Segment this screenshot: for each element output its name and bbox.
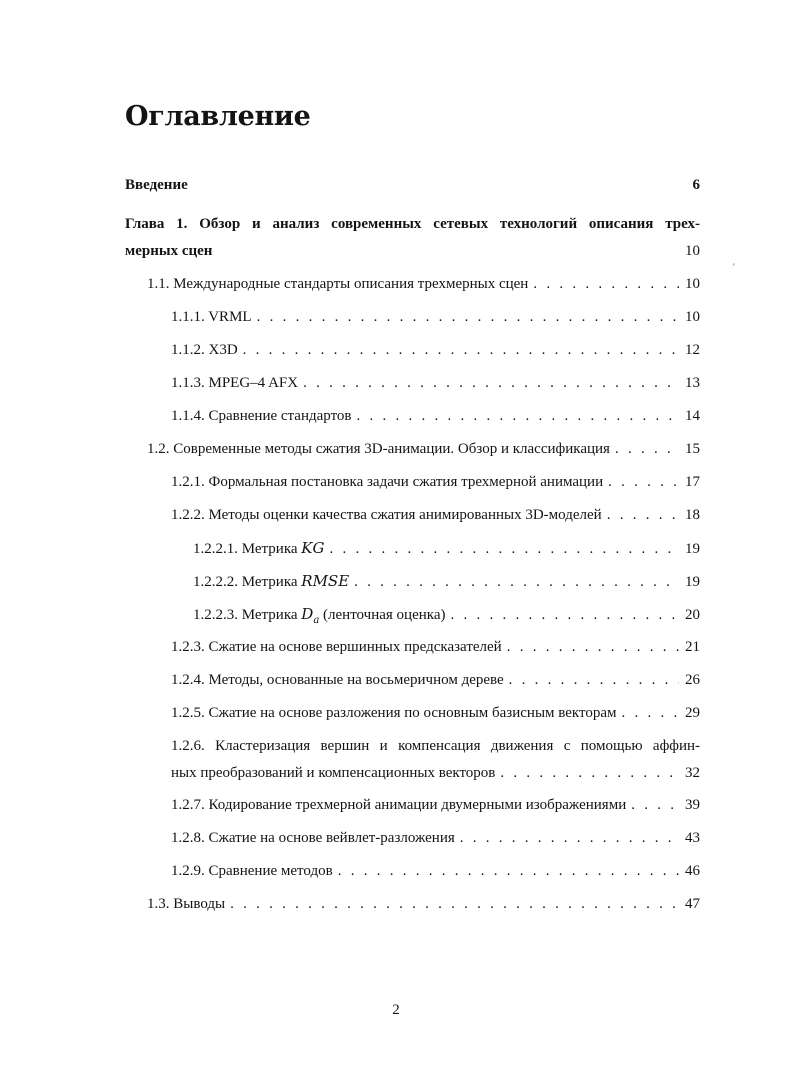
toc-entry-title: 1.2.7. Кодирование трехмерной анимации двумерными изображениями — [171, 797, 627, 813]
toc-entry-1-2-2-1[interactable] — [193, 536, 700, 560]
toc-page-number: 14 — [685, 408, 700, 424]
toc-page-number: 32 — [685, 765, 700, 781]
toc-page-number: 10 — [685, 309, 700, 325]
page-title: Оглавление — [125, 101, 311, 132]
toc-entry-introduction[interactable] — [125, 173, 700, 197]
toc-leader — [329, 537, 679, 561]
toc-entry-1-2[interactable] — [147, 437, 700, 461]
toc-entry-title: 1.1.2. X3D — [171, 342, 238, 358]
toc-entry-title: 1.1.4. Сравнение стандартов — [171, 408, 352, 424]
toc-entry-title-line-1: Глава 1. Обзор и анализ современных сетевых технологий описания трех- — [125, 216, 700, 232]
toc-entry-1-2-2-3[interactable] — [193, 602, 700, 626]
toc-page-number: 6 — [692, 177, 700, 193]
toc-leader — [460, 826, 679, 850]
toc-page-number: 29 — [685, 705, 700, 721]
toc-page-number: 26 — [685, 672, 700, 688]
toc-page-number: 10 — [685, 243, 700, 259]
toc-entry-title — [193, 602, 445, 633]
toc-entry-1-1[interactable] — [147, 272, 700, 296]
toc-entry-title: 1.1.3. MPEG–4 AFX — [171, 375, 299, 391]
toc-page-number: 21 — [685, 639, 700, 655]
math-rmse: RMSE — [301, 572, 350, 590]
toc-page-number: 19 — [685, 574, 700, 590]
toc-page-number: 47 — [685, 896, 700, 912]
toc-leader — [622, 701, 679, 725]
toc-leader — [243, 338, 679, 362]
toc-entry-title-line-2: мерных сцен — [125, 243, 213, 259]
toc-leader — [631, 793, 679, 817]
toc-leader — [507, 635, 679, 659]
toc-page-number: 43 — [685, 830, 700, 846]
toc-leader — [615, 437, 679, 461]
toc-entry-title: 1.2. Современные методы сжатия 3D-анимации. Обзор и классификация — [147, 441, 610, 457]
toc-page-number: 39 — [685, 797, 700, 813]
toc-entry-1-1-4[interactable] — [171, 404, 700, 428]
toc-entry-prefix: 1.2.2.2. Метрика — [193, 574, 302, 590]
toc-entry-1-2-3[interactable] — [171, 635, 700, 659]
toc-page-number: 12 — [685, 342, 700, 358]
toc-page-number: 19 — [685, 541, 700, 557]
toc-entry-1-1-3[interactable] — [171, 371, 700, 395]
toc-entry-1-2-2-2[interactable] — [193, 569, 700, 593]
toc-leader — [500, 761, 679, 785]
toc-entry-title: 1.1.1. VRML — [171, 309, 252, 325]
toc-entry-1-2-5[interactable] — [171, 701, 700, 725]
toc-leader — [357, 404, 679, 428]
toc-page-number: 10 — [685, 276, 700, 292]
math-subscript-a: a — [313, 615, 320, 626]
toc-entry-title-line-2: ных преобразований и компенсационных векторов — [171, 765, 496, 781]
toc-page-number: 18 — [685, 507, 700, 523]
toc-entry-title — [193, 536, 324, 561]
toc-entry-title: 1.2.9. Сравнение методов — [171, 863, 333, 879]
toc-entry-title — [193, 569, 349, 594]
toc-entry-title: Введение — [125, 177, 188, 193]
toc-entry-title: 1.2.4. Методы, основанные на восьмеричном дереве — [171, 672, 504, 688]
toc-page-number: 15 — [685, 441, 700, 457]
toc-entry-1-3[interactable] — [147, 892, 700, 916]
toc-entry-1-2-4[interactable] — [171, 668, 700, 692]
toc-entry-1-1-1[interactable] — [171, 305, 700, 329]
toc-page-number: 13 — [685, 375, 700, 391]
toc-entry-title: 1.2.3. Сжатие на основе вершинных предсказателей — [171, 639, 502, 655]
toc-entry-title: 1.2.2. Методы оценки качества сжатия анимированных 3D-моделей — [171, 507, 602, 523]
toc-entry-prefix: 1.2.2.3. Метрика — [193, 607, 302, 623]
toc-entry-title: 1.1. Международные стандарты описания трехмерных сцен — [147, 276, 529, 292]
math-kg: KG — [301, 539, 325, 557]
toc-leader — [257, 305, 679, 329]
toc-entry-title: 1.2.8. Сжатие на основе вейвлет-разложения — [171, 830, 455, 846]
toc-entry-chapter-1[interactable] — [125, 212, 700, 266]
toc-entry-1-2-8[interactable] — [171, 826, 700, 850]
toc-entry-suffix: (ленточная оценка) — [319, 607, 446, 623]
toc-page-number: 20 — [685, 607, 700, 623]
toc-leader — [608, 470, 679, 494]
toc-leader — [607, 503, 679, 527]
toc-entry-1-2-6[interactable] — [171, 734, 700, 788]
toc-leader — [303, 371, 679, 395]
toc-leader — [533, 272, 679, 296]
toc-entry-1-2-9[interactable] — [171, 859, 700, 883]
page-number: 2 — [392, 1002, 400, 1018]
toc-entry-title-line-1: 1.2.6. Кластеризация вершин и компенсация движения с помощью аффин- — [171, 738, 700, 754]
toc-leader — [338, 859, 679, 883]
toc-leader — [509, 668, 679, 692]
toc-leader — [354, 570, 679, 594]
toc-entry-prefix: 1.2.2.1. Метрика — [193, 541, 302, 557]
toc-entry-1-2-2[interactable] — [171, 503, 700, 527]
toc-entry-title: 1.2.1. Формальная постановка задачи сжатия трехмерной анимации — [171, 474, 604, 490]
scan-speck-mark: ′ — [733, 262, 735, 272]
toc-entry-title: 1.2.5. Сжатие на основе разложения по основным базисным векторам — [171, 705, 617, 721]
toc-entry-1-2-7[interactable] — [171, 793, 700, 817]
toc-entry-1-2-1[interactable] — [171, 470, 700, 494]
toc-entry-title: 1.3. Выводы — [147, 896, 226, 912]
toc-entry-1-1-2[interactable] — [171, 338, 700, 362]
toc-page-number: 17 — [685, 474, 700, 490]
toc-leader — [450, 603, 679, 627]
math-d: D — [301, 605, 314, 623]
toc-leader — [230, 892, 679, 916]
toc-page-number: 46 — [685, 863, 700, 879]
